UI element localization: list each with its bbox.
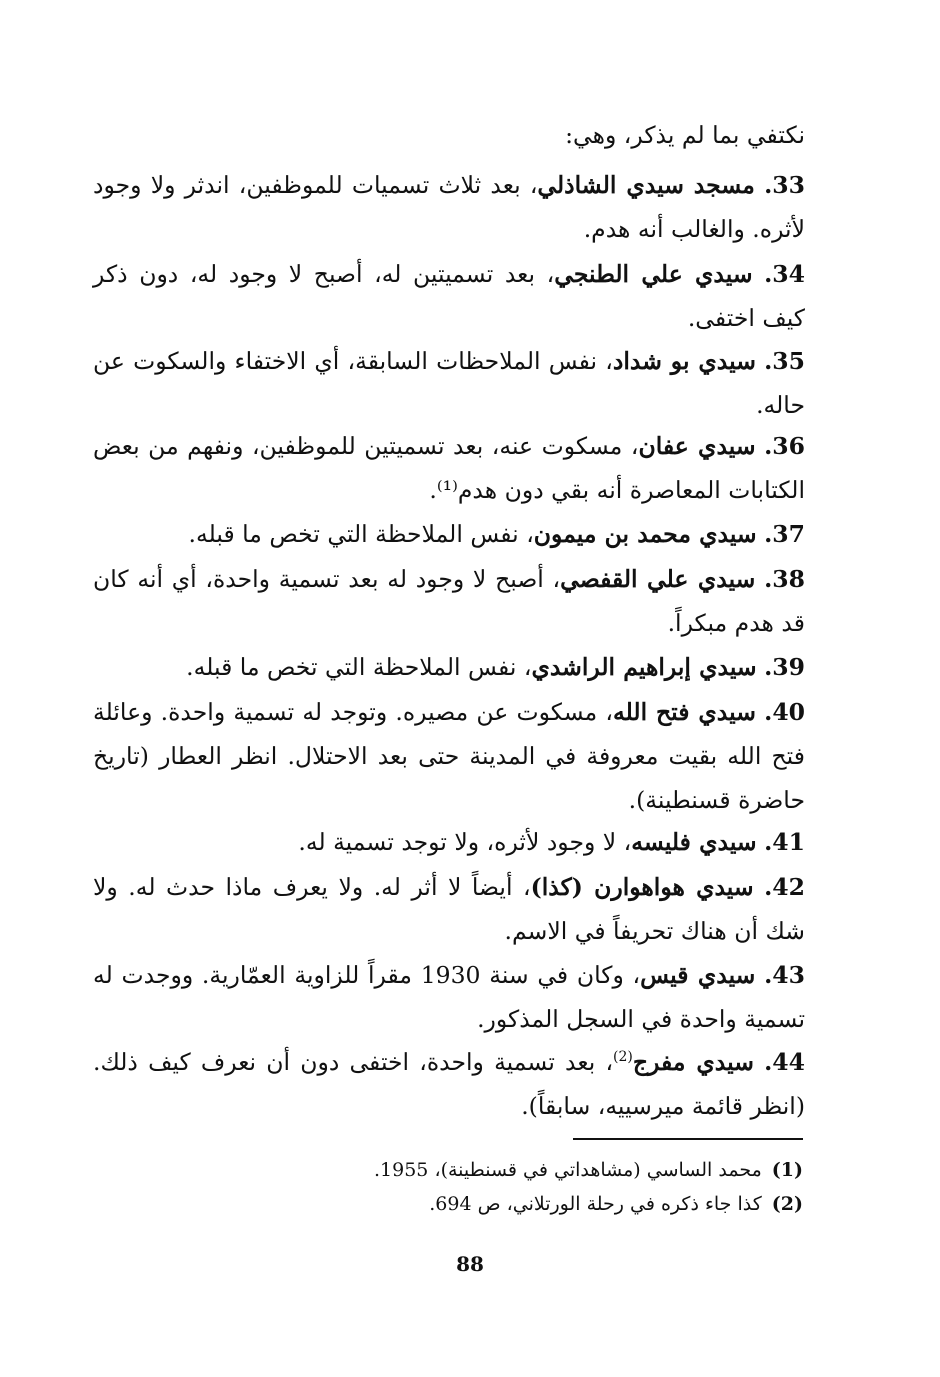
entry-35	[93, 339, 805, 427]
entry-text: ، مسكوت عنه، بعد تسميتين للموظفين، ونفهم من بعض الكتابات المعاصرة أنه بقي دون هدم⁽¹⁾.	[93, 432, 805, 504]
entry-text: ، نفس الملاحظة التي تخص ما قبله.	[188, 520, 534, 548]
entry-number: 35.	[764, 347, 805, 375]
entry-name: سيدي فليسه	[631, 828, 757, 856]
entry-name: سيدي عفان	[638, 432, 756, 460]
entry-name: سيدي بو شداد	[612, 347, 756, 375]
entry-text: ، أيضاً لا أثر له. ولا يعرف ماذا حدث له. ولا شك أن هناك تحريفاً في الاسم.	[93, 873, 805, 945]
entry-number: 36.	[764, 432, 805, 460]
footnote-mark: (1)	[771, 1159, 803, 1181]
footnote-text: كذا جاء ذكره في رحلة الورتلاني، ص 694.	[429, 1193, 762, 1215]
footnote-1	[93, 1155, 803, 1185]
entry-43	[93, 953, 805, 1041]
footnote-divider	[573, 1138, 803, 1140]
entry-38	[93, 557, 805, 645]
entry-name: سيدي محمد بن ميمون	[533, 520, 757, 548]
footnote-mark: (2)	[771, 1193, 803, 1215]
entry-text: ، بعد تسميتين له، أصبح لا وجود له، دون ذكر كيف اختفى.	[93, 260, 805, 332]
footnote-2	[93, 1189, 803, 1219]
entry-name: مسجد سيدي الشاذلي	[537, 171, 755, 199]
entry-44	[93, 1040, 805, 1128]
entry-34	[93, 252, 805, 340]
entry-name: سيدي فتح الله	[613, 698, 756, 726]
entry-number: 44.	[764, 1048, 805, 1076]
entry-text: ، نفس الملاحظات السابقة، أي الاختفاء والسكوت عن حاله.	[93, 347, 805, 419]
entry-number: 33.	[764, 171, 805, 199]
entry-name: سيدي هواهوارن (كذا)	[530, 873, 754, 901]
entry-number: 43.	[764, 961, 805, 989]
page-number: 88	[456, 1252, 484, 1276]
entry-number: 40.	[764, 698, 806, 726]
footnote-text: محمد الساسي (مشاهداتي في قسنطينة)، 1955.	[374, 1159, 762, 1181]
entry-41	[93, 820, 805, 864]
entry-text: ، بعد تسمية واحدة، اختفى دون أن نعرف كيف ذلك. (انظر قائمة ميرسييه، سابقاً).	[93, 1048, 805, 1120]
entry-name: سيدي قيس	[640, 961, 756, 989]
entry-36	[93, 424, 805, 512]
entry-33	[93, 163, 805, 251]
entry-40	[93, 690, 805, 822]
entry-number: 39.	[764, 653, 805, 681]
entry-number: 42.	[764, 873, 805, 901]
entry-name: سيدي علي القفصي	[560, 565, 756, 593]
entry-text: ، نفس الملاحظة التي تخص ما قبله.	[186, 653, 532, 681]
entry-name: سيدي إبراهيم الراشدي	[531, 653, 757, 681]
entry-text: ، مسكوت عن مصيره. وتوجد له تسمية واحدة. وعائلة فتح الله بقيت معروفة في المدينة حتى بعد الاحتلال. انظر العطار (تاريخ حاضرة قسنطينة).	[93, 698, 805, 814]
footnote-ref: (2)	[613, 1049, 633, 1066]
entry-42	[93, 865, 805, 953]
entry-39	[93, 645, 805, 689]
entry-text: ، لا وجود لأثره، ولا توجد تسمية له.	[298, 828, 632, 856]
intro-line: نكتفي بما لم يذكر، وهي:	[565, 121, 805, 149]
entry-text: ، بعد ثلاث تسميات للموظفين، اندثر ولا وجود لأثره. والغالب أنه هدم.	[93, 171, 805, 243]
entry-name: سيدي علي الطنجي	[554, 260, 753, 288]
entry-number: 41.	[764, 828, 805, 856]
entry-text: ، أصبح لا وجود له بعد تسمية واحدة، أي أنه كان قد هدم مبكراً.	[93, 565, 805, 637]
entry-number: 37.	[764, 520, 805, 548]
entry-number: 38.	[764, 565, 805, 593]
entry-name: سيدي مفرج	[632, 1048, 754, 1076]
entry-number: 34.	[764, 260, 805, 288]
entry-text: ، وكان في سنة 1930 مقراً للزاوية العمّارية. ووجدت له تسمية واحدة في السجل المذكور.	[93, 961, 805, 1033]
entry-37	[93, 512, 805, 556]
